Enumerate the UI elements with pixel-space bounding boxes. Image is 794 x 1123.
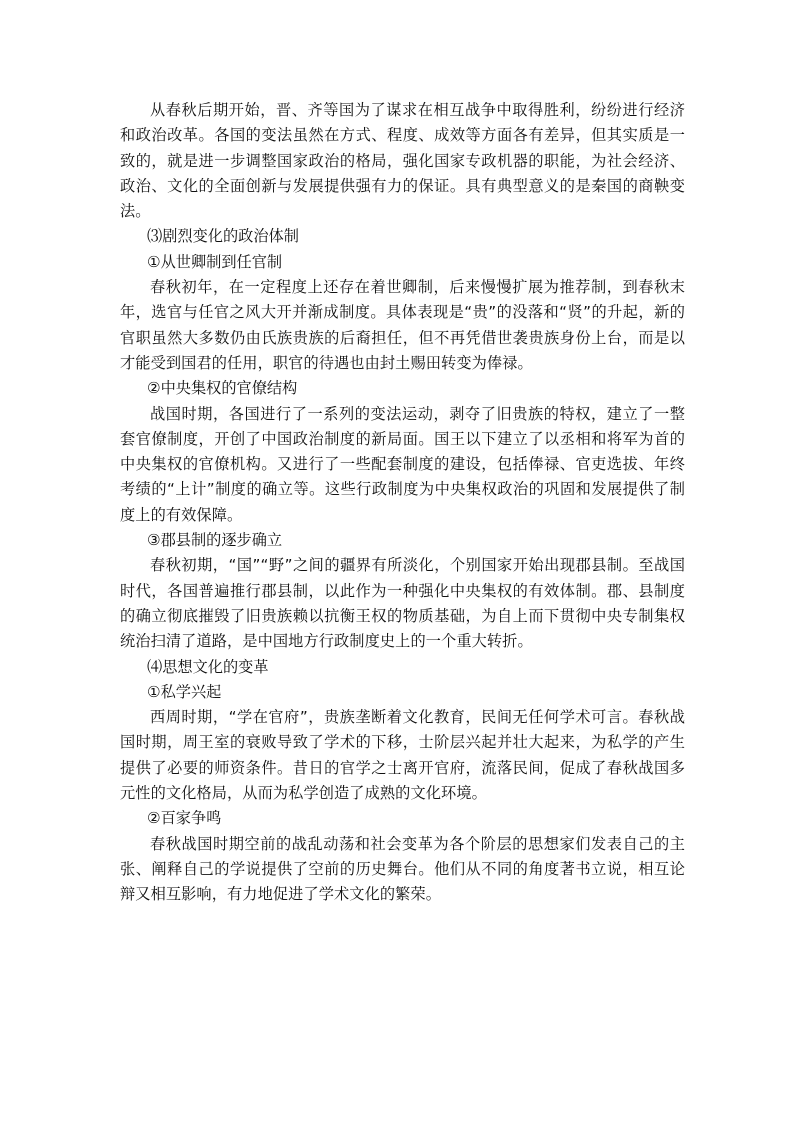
para-shiqing: 春秋初年，在一定程度上还存在着世卿制，后来慢慢扩展为推荐制，到春秋末年，选官与任官之风大开并渐成制度。具体表现是“贵”的没落和“贤”的升起，新的官职虽然大多数仍由氏族贵族的后裔担任，但不再凭借世袭贵族身份上台，而是以才能受到国君的任用，职官的待遇也由封土赐田转变为俸禄。 (120, 278, 685, 372)
heading-private-schools: ①私学兴起 (147, 682, 222, 701)
heading-junxian: ③郡县制的逐步确立 (147, 531, 283, 550)
para-bureaucracy: 战国时期，各国进行了一系列的变法运动，剥夺了旧贵族的特权，建立了一整套官僚制度，开创了中国政治制度的新局面。国王以下建立了以丞相和将军为首的中央集权的官僚机构。又进行了一些配套制度的建设，包括俸禄、官吏选拔、年终考绩的“上计”制度的确立等。这些行政制度为中央集权政治的巩固和发展提供了制度上的有效保障。 (120, 404, 685, 524)
para-junxian: 春秋初期，“国”“野”之间的疆界有所淡化，个别国家开始出现郡县制。至战国时代，各国普遍推行郡县制，以此作为一种强化中央集权的有效体制。郡、县制度的确立彻底摧毁了旧贵族赖以抗衡王权的物质基础，为自上而下贯彻中央专制集权统治扫清了道路，是中国地方行政制度史上的一个重大转折。 (120, 556, 685, 651)
document-body (120, 98, 685, 908)
heading-shiqing-to-official: ①从世卿制到任官制 (147, 252, 283, 271)
heading-political-system: ⑶剧烈变化的政治体制 (147, 227, 299, 246)
para-hundred-schools: 春秋战国时期空前的战乱动荡和社会变革为各个阶层的思想家们发表自己的主张、阐释自己的学说提供了空前的历史舞台。他们从不同的角度著书立说，相互论辩又相互影响，有力地促进了学术文化的繁荣。 (120, 834, 685, 904)
para-intro-reforms: 从春秋后期开始，晋、齐等国为了谋求在相互战争中取得胜利，纷纷进行经济和政治改革。各国的变法虽然在方式、程度、成效等方面各有差异，但其实质是一致的，就是进一步调整国家政治的格局，强化国家专政机器的职能，为社会经济、政治、文化的全面创新与发展提供强有力的保证。具有典型意义的是秦国的商鞅变法。 (120, 101, 685, 221)
heading-thought-culture: ⑷思想文化的变革 (147, 657, 269, 676)
heading-bureaucracy: ②中央集权的官僚结构 (147, 379, 298, 398)
para-private-schools: 西周时期，“学在官府”，贵族垄断着文化教育，民间无任何学术可言。春秋战国时期，周王室的衰败导致了学术的下移，士阶层兴起并壮大起来，为私学的产生提供了必要的师资条件。昔日的官学之士离开官府，流落民间，促成了春秋战国多元性的文化格局，从而为私学创造了成熟的文化环境。 (120, 708, 685, 803)
heading-hundred-schools: ②百家争鸣 (147, 809, 222, 828)
